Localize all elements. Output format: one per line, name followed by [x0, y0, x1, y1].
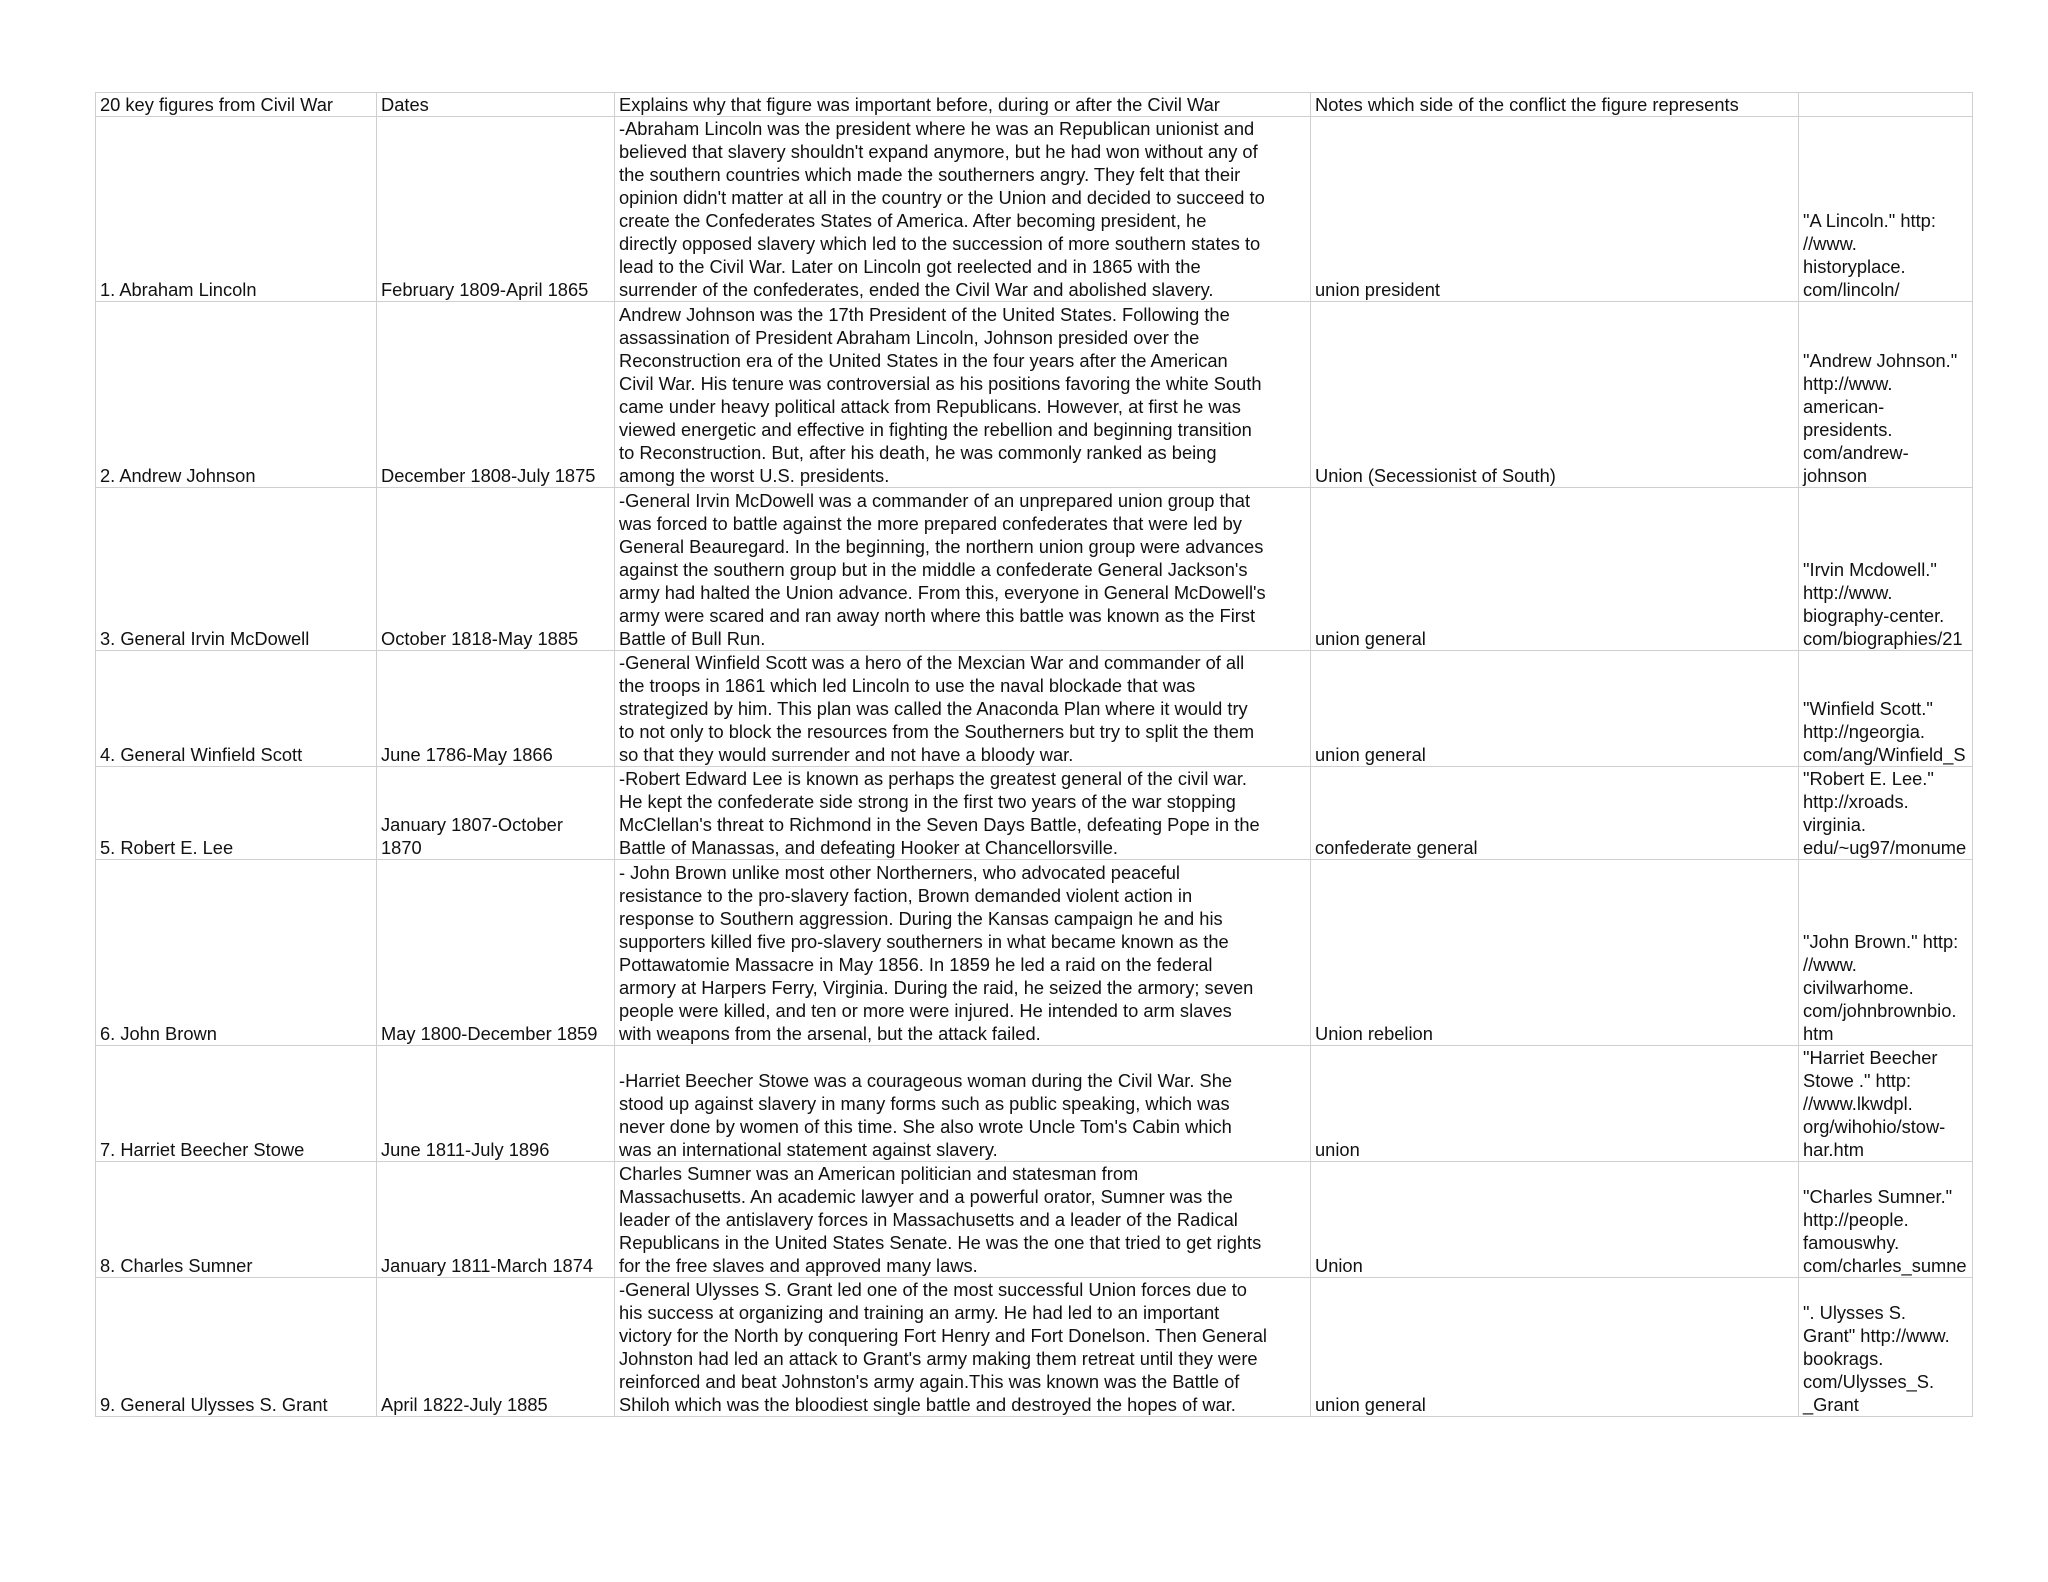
header-cell-figure[interactable]: 20 key figures from Civil War: [96, 93, 377, 117]
table-row: [96, 767, 1973, 860]
table-row: [96, 651, 1973, 767]
side-cell[interactable]: Union rebelion: [1311, 860, 1799, 1046]
figure-name-cell[interactable]: 4. General Winfield Scott: [96, 651, 377, 767]
source-cell[interactable]: "John Brown." http: //www. civilwarhome. com/johnbrownbio. htm: [1799, 860, 1973, 1046]
dates-cell[interactable]: June 1811-July 1896: [377, 1046, 615, 1162]
source-cell[interactable]: "A Lincoln." http: //www. historyplace. com/lincoln/: [1799, 117, 1973, 302]
side-cell[interactable]: union: [1311, 1046, 1799, 1162]
description-cell[interactable]: -Harriet Beecher Stowe was a courageous woman during the Civil War. She stood up against slavery in many forms such as public speaking, which was never done by women of this time. She also wrote Uncle Tom's Cabin which was an international statement against slavery.: [615, 1046, 1311, 1162]
dates-cell[interactable]: May 1800-December 1859: [377, 860, 615, 1046]
side-cell[interactable]: Union (Secessionist of South): [1311, 302, 1799, 488]
source-cell[interactable]: "Irvin Mcdowell." http://www. biography-center. com/biographies/21: [1799, 488, 1973, 651]
description-cell[interactable]: -General Irvin McDowell was a commander of an unprepared union group that was forced to battle against the more prepared confederates that were led by General Beauregard. In the beginning, the northern union group were advances against the southern group but in the middle a confederate General Jackson's army had halted the Union advance. From this, everyone in General McDowell's army were scared and ran away north where this battle was known as the First Battle of Bull Run.: [615, 488, 1311, 651]
side-cell[interactable]: union general: [1311, 1278, 1799, 1417]
figure-name-cell[interactable]: 2. Andrew Johnson: [96, 302, 377, 488]
side-cell[interactable]: union general: [1311, 651, 1799, 767]
source-cell[interactable]: "Charles Sumner." http://people. famouswhy. com/charles_sumne: [1799, 1162, 1973, 1278]
header-cell-dates[interactable]: Dates: [377, 93, 615, 117]
spreadsheet-table: [95, 92, 1973, 1417]
table-row: [96, 1278, 1973, 1417]
source-cell[interactable]: "Winfield Scott." http://ngeorgia. com/ang/Winfield_S: [1799, 651, 1973, 767]
table-row: [96, 860, 1973, 1046]
table-row: [96, 488, 1973, 651]
header-row: [96, 93, 1973, 117]
description-cell[interactable]: Andrew Johnson was the 17th President of the United States. Following the assassination of President Abraham Lincoln, Johnson presided over the Reconstruction era of the United States in the four years after the American Civil War. His tenure was controversial as his positions favoring the white South came under heavy political attack from Republicans. However, at first he was viewed energetic and effective in fighting the rebellion and beginning transition to Reconstruction. But, after his death, he was commonly ranked as being among the worst U.S. presidents.: [615, 302, 1311, 488]
source-cell[interactable]: "Andrew Johnson." http://www. american- presidents. com/andrew- johnson: [1799, 302, 1973, 488]
description-cell[interactable]: -General Ulysses S. Grant led one of the most successful Union forces due to his success at organizing and training an army. He had led to an important victory for the North by conquering Fort Henry and Fort Donelson. Then General Johnston had led an attack to Grant's army making them retreat until they were reinforced and beat Johnston's army again.This was known was the Battle of Shiloh which was the bloodiest single battle and destroyed the hopes of war.: [615, 1278, 1311, 1417]
dates-cell[interactable]: January 1807-October 1870: [377, 767, 615, 860]
side-cell[interactable]: union president: [1311, 117, 1799, 302]
description-cell[interactable]: -Abraham Lincoln was the president where he was an Republican unionist and believed that slavery shouldn't expand anymore, but he had won without any of the southern countries which made the southerners angry. They felt that their opinion didn't matter at all in the country or the Union and decided to succeed to create the Confederates States of America. After becoming president, he directly opposed slavery which led to the succession of more southern states to lead to the Civil War. Later on Lincoln got reelected and in 1865 with the surrender of the confederates, ended the Civil War and abolished slavery.: [615, 117, 1311, 302]
side-cell[interactable]: Union: [1311, 1162, 1799, 1278]
side-cell[interactable]: confederate general: [1311, 767, 1799, 860]
table-row: [96, 302, 1973, 488]
figure-name-cell[interactable]: 1. Abraham Lincoln: [96, 117, 377, 302]
table-row: [96, 117, 1973, 302]
figure-name-cell[interactable]: 3. General Irvin McDowell: [96, 488, 377, 651]
description-cell[interactable]: - John Brown unlike most other Northerners, who advocated peaceful resistance to the pro-slavery faction, Brown demanded violent action in response to Southern aggression. During the Kansas campaign he and his supporters killed five pro-slavery southerners in what became known as the Pottawatomie Massacre in May 1856. In 1859 he led a raid on the federal armory at Harpers Ferry, Virginia. During the raid, he seized the armory; seven people were killed, and ten or more were injured. He intended to arm slaves with weapons from the arsenal, but the attack failed.: [615, 860, 1311, 1046]
description-cell[interactable]: Charles Sumner was an American politician and statesman from Massachusetts. An academic lawyer and a powerful orator, Sumner was the leader of the antislavery forces in Massachusetts and a leader of the Radical Republicans in the United States Senate. He was the one that tried to get rights for the free slaves and approved many laws.: [615, 1162, 1311, 1278]
dates-cell[interactable]: December 1808-July 1875: [377, 302, 615, 488]
dates-cell[interactable]: October 1818-May 1885: [377, 488, 615, 651]
dates-cell[interactable]: June 1786-May 1866: [377, 651, 615, 767]
header-cell-source[interactable]: [1799, 93, 1973, 117]
source-cell[interactable]: "Robert E. Lee." http://xroads. virginia. edu/~ug97/monume: [1799, 767, 1973, 860]
figure-name-cell[interactable]: 8. Charles Sumner: [96, 1162, 377, 1278]
figure-name-cell[interactable]: 7. Harriet Beecher Stowe: [96, 1046, 377, 1162]
table-row: [96, 1162, 1973, 1278]
description-cell[interactable]: -Robert Edward Lee is known as perhaps the greatest general of the civil war. He kept the confederate side strong in the first two years of the war stopping McClellan's threat to Richmond in the Seven Days Battle, defeating Pope in the Battle of Manassas, and defeating Hooker at Chancellorsville.: [615, 767, 1311, 860]
source-cell[interactable]: "Harriet Beecher Stowe ." http: //www.lkwdpl. org/wihohio/stow- har.htm: [1799, 1046, 1973, 1162]
source-cell[interactable]: ". Ulysses S. Grant" http://www. bookrags. com/Ulysses_S. _Grant: [1799, 1278, 1973, 1417]
figure-name-cell[interactable]: 5. Robert E. Lee: [96, 767, 377, 860]
header-cell-side[interactable]: Notes which side of the conflict the figure represents: [1311, 93, 1799, 117]
header-cell-explanation[interactable]: Explains why that figure was important before, during or after the Civil War: [615, 93, 1311, 117]
dates-cell[interactable]: January 1811-March 1874: [377, 1162, 615, 1278]
dates-cell[interactable]: April 1822-July 1885: [377, 1278, 615, 1417]
figure-name-cell[interactable]: 6. John Brown: [96, 860, 377, 1046]
description-cell[interactable]: -General Winfield Scott was a hero of the Mexcian War and commander of all the troops in 1861 which led Lincoln to use the naval blockade that was strategized by him. This plan was called the Anaconda Plan where it would try to not only to block the resources from the Southerners but try to split the them so that they would surrender and not have a bloody war.: [615, 651, 1311, 767]
table-row: [96, 1046, 1973, 1162]
figure-name-cell[interactable]: 9. General Ulysses S. Grant: [96, 1278, 377, 1417]
dates-cell[interactable]: February 1809-April 1865: [377, 117, 615, 302]
side-cell[interactable]: union general: [1311, 488, 1799, 651]
